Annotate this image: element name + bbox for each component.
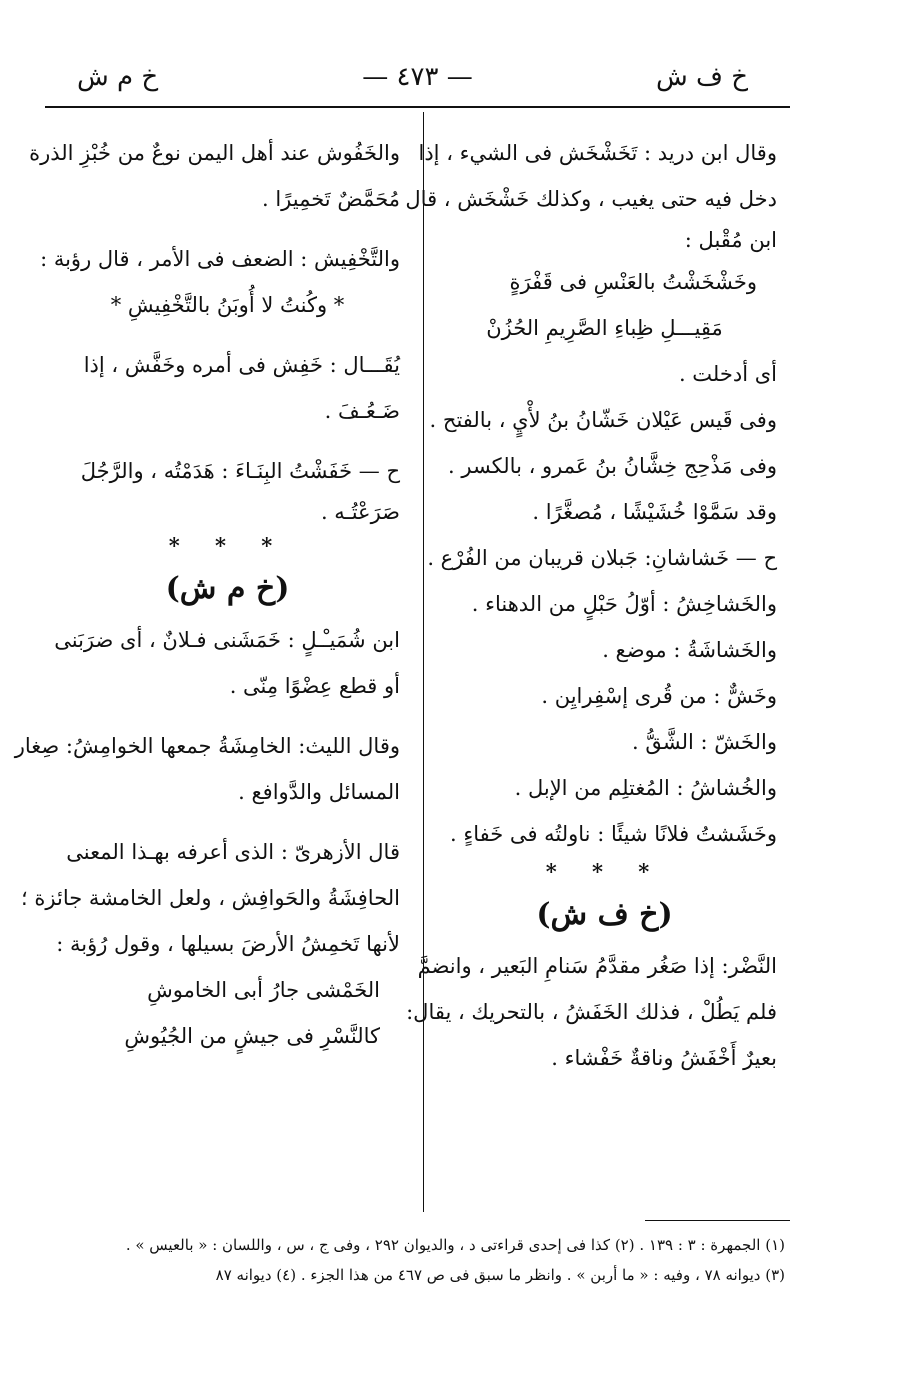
text-line: وفى مَذْحِج خِشَّانُ بنُ عَمرو ، بالكسر . <box>448 454 777 478</box>
header-root-left: خ م ش <box>77 62 159 92</box>
verse-line: كالنَّسْرِ فى جيشٍ من الجُيُوشِ <box>124 1024 380 1048</box>
text-line: وفى قَيس عَيْلان خَشّانُ بنُ لأْيٍ ، بالفتح . <box>429 408 777 432</box>
verse-line: مَقِيـــلِ ظِباءِ الصَّرِيمِ الحُزُنْ <box>486 316 723 340</box>
header-root-right: خ ف ش <box>655 62 748 92</box>
text-line: وقد سَمَّوْا خُشَيْشًا ، مُصغَّرًا . <box>532 500 777 524</box>
header-rule <box>45 106 790 108</box>
text-line: والخَفُوش عند أهل اليمن نوعٌ من خُبْزِ الذرة <box>29 141 400 165</box>
text-line: وخَشٌّ : من قُرى إسْفِرايِن . <box>541 684 777 708</box>
footnote-line: (١) الجمهرة : ٣ : ١٣٩ . (٢) كذا فى إحدى قراءتى د ، والديوان ٢٩٢ ، وفى ج ، س ، واللسان : « بالعيس » . <box>125 1236 785 1254</box>
text-line: والتَّخْفِيش : الضعف فى الأمر ، قال رؤبة : <box>40 247 400 271</box>
text-line: لأنها تَخمِشُ الأرضَ بسيلها ، وقول رُؤبة : <box>56 932 400 956</box>
text-line: والخَشاخِشُ : أوّلُ حَبْلٍ من الدهناء . <box>471 592 777 616</box>
text-line: ضَـعُـفَ . <box>324 399 400 423</box>
verse-line: وخَشْخَشْتُ بالعَنْسِ فى قَفْرَةٍ <box>509 270 757 294</box>
section-separator: * * * <box>168 533 287 558</box>
text-line: والخُشاشُ : المُغتلِم من الإبل . <box>514 776 777 800</box>
text-line: والخَشّ : الشَّقُّ . <box>632 730 777 754</box>
text-line: الحافِشَةُ والحَوافِش ، ولعل الخامشة جائزة ؛ <box>21 886 400 910</box>
section-separator: * * * <box>545 859 664 884</box>
page-header <box>45 62 790 106</box>
text-line: أى أدخلت . <box>678 362 777 386</box>
text-line: والخَشاشَةُ : موضع . <box>602 638 777 662</box>
text-line: دخل فيه حتى يغيب ، وكذلك خَشْخَش ، قال <box>405 187 777 211</box>
text-line: قال الأزهرىّ : الذى أعرفه بهـذا المعنى <box>66 840 400 864</box>
text-line: ح — خَفَشْتُ البِنَـاءَ : هَدَمْتُه ، والرَّجُلَ <box>80 459 400 483</box>
text-line: وخَشَشتُ فلانًا شيئًا : ناولتُه فى خَفاءٍ . <box>450 822 777 846</box>
page-number: — ٤٧٣ — <box>362 62 473 92</box>
section-heading: (خ ف ش) <box>536 897 673 932</box>
verse-line: * وكُنتُ لا أُوبَنُ بالتَّخْفِيشِ * <box>110 293 345 317</box>
column-divider <box>423 112 424 1212</box>
text-line: مُحَمَّضٌ تَخمِيرًا . <box>262 187 400 211</box>
text-line: ابن مُقْبل : <box>684 228 777 252</box>
section-heading: (خ م ش) <box>165 571 290 606</box>
footnotes <box>60 1230 785 1290</box>
footnote-rule <box>645 1220 790 1221</box>
text-line: ح — خَشاشانِ: جَبلان قريبان من الفُرْع . <box>427 546 777 570</box>
footnote-line: (٣) ديوانه ٧٨ ، وفيه : « ما أربن » . وانظر ما سبق فى ص ٤٦٧ من هذا الجزء . (٤) ديوانه ٨٧ <box>215 1266 785 1284</box>
text-line: فلم يَطُلْ ، فذلك الخَفَشُ ، بالتحريك ، يقال: <box>406 1000 777 1024</box>
text-line: وقال الليث: الخامِشَةُ جمعها الخوامِشُ: صِغار <box>14 734 400 758</box>
text-line: صَرَعْتُـه . <box>320 500 400 524</box>
text-line: المسائل والدَّوافع . <box>238 780 400 804</box>
right-column <box>405 130 777 1081</box>
text-line: ابن شُمَيـْـلٍ : خَمَشَنى فـلانٌ ، أى ضرَبَنى <box>54 628 400 652</box>
text-line: النَّضْر: إذا صَغُر مقدَّمُ سَنامِ البَعير ، وانضمَّ <box>417 954 777 978</box>
verse-line: الخَمْشى جارُ أبى الخاموشِ <box>147 978 380 1002</box>
text-line: أو قطع عِضْوًا مِنّى . <box>229 674 400 698</box>
left-column <box>14 130 400 1059</box>
text-line: يُقَـــال : خَفِش فى أمره وخَفَّش ، إذا <box>83 353 400 377</box>
text-line: وقال ابن دريد : تَخَشْخَش فى الشيء ، إذا <box>418 141 777 165</box>
text-line: بعيرٌ أَخْفَشُ وناقةٌ خَفْشاء . <box>551 1046 777 1070</box>
